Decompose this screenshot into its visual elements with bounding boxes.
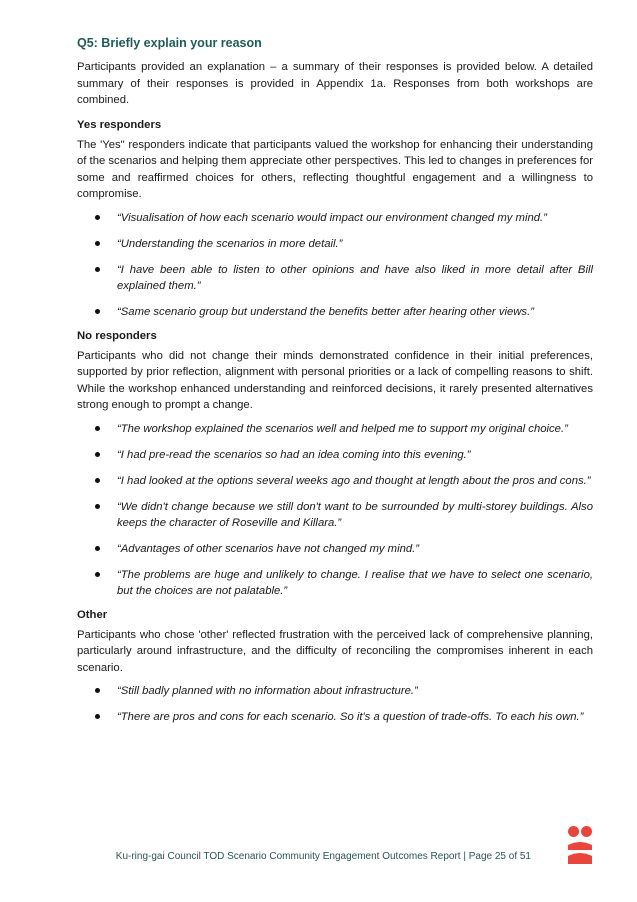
bullet-icon xyxy=(95,452,100,457)
bullet-icon xyxy=(95,215,100,220)
yes-responders-paragraph: The 'Yes" responders indicate that participants valued the workshop for enhancing their understanding of the scenarios and helping them appreciate other perspectives. This led to changes in preferences for some and reaffirmed choices for others, reflecting thoughtful engagement and a willingness to compromise. xyxy=(77,138,593,200)
bullet-icon xyxy=(95,478,100,483)
bullet-icon xyxy=(95,688,100,693)
bullet-icon xyxy=(95,241,100,246)
list-item: “Still badly planned with no information about infrastructure.” xyxy=(77,683,593,699)
bullet-icon xyxy=(95,267,100,272)
list-item: “Understanding the scenarios in more detail.” xyxy=(77,236,593,252)
no-quotes-list xyxy=(77,421,593,599)
bullet-icon xyxy=(95,309,100,314)
list-item: “We didn't change because we still don't want to be surrounded by multi-storey buildings. Also keeps the character of Roseville and Killara.” xyxy=(77,499,593,531)
list-item: “I have been able to listen to other opinions and have also liked in more detail after Bill explained them.” xyxy=(77,262,593,294)
bullet-icon xyxy=(95,504,100,509)
list-item: “There are pros and cons for each scenario. So it's a question of trade-offs. To each his own.” xyxy=(77,709,593,725)
footer-text: Ku-ring-gai Council TOD Scenario Community Engagement Outcomes Report | Page 25 of 51 xyxy=(115,851,531,862)
page-footer xyxy=(0,851,637,862)
no-responders-paragraph: Participants who did not change their minds demonstrated confidence in their initial preferences, supported by prior reflection, alignment with personal priorities or a lack of compelling reasons to shift. While the workshop enhanced understanding and reinforced decisions, it rarely presented alternatives strong enough to prompt a change. xyxy=(77,349,593,411)
list-item: “I had pre-read the scenarios so had an idea coming into this evening.” xyxy=(77,447,593,463)
other-paragraph: Participants who chose 'other' reflected frustration with the perceived lack of comprehensive planning, particularly around infrastructure, and the difficulty of reconciling the compromises inherent in each scenario. xyxy=(77,628,593,674)
bullet-icon xyxy=(95,426,100,431)
yes-responders-heading: Yes responders xyxy=(77,118,162,131)
list-item: “Same scenario group but understand the benefits better after hearing other views.” xyxy=(77,304,593,320)
other-quotes-list xyxy=(77,683,593,725)
bullet-icon xyxy=(95,714,100,719)
list-item: “Advantages of other scenarios have not changed my mind.” xyxy=(77,541,593,557)
intro-paragraph: Participants provided an explanation – a summary of their responses is provided below. A detailed summary of their responses is provided in Appendix 1a. Responses from both workshops are combined. xyxy=(77,61,593,106)
list-item: “I had looked at the options several weeks ago and thought at length about the pros and cons.” xyxy=(77,473,593,489)
question-heading: Q5: Briefly explain your reason xyxy=(77,36,262,50)
yes-quotes-list xyxy=(77,210,593,320)
list-item: “The workshop explained the scenarios well and helped me to support my original choice.” xyxy=(77,421,593,437)
list-item: “Visualisation of how each scenario would impact our environment changed my mind.” xyxy=(77,210,593,226)
no-responders-heading: No responders xyxy=(77,329,157,342)
bullet-icon xyxy=(95,546,100,551)
bullet-icon xyxy=(95,572,100,577)
other-heading: Other xyxy=(77,608,108,621)
document-page xyxy=(77,36,593,735)
list-item: “The problems are huge and unlikely to change. I realise that we have to select one scenario, but the choices are not palatable.” xyxy=(77,567,593,599)
